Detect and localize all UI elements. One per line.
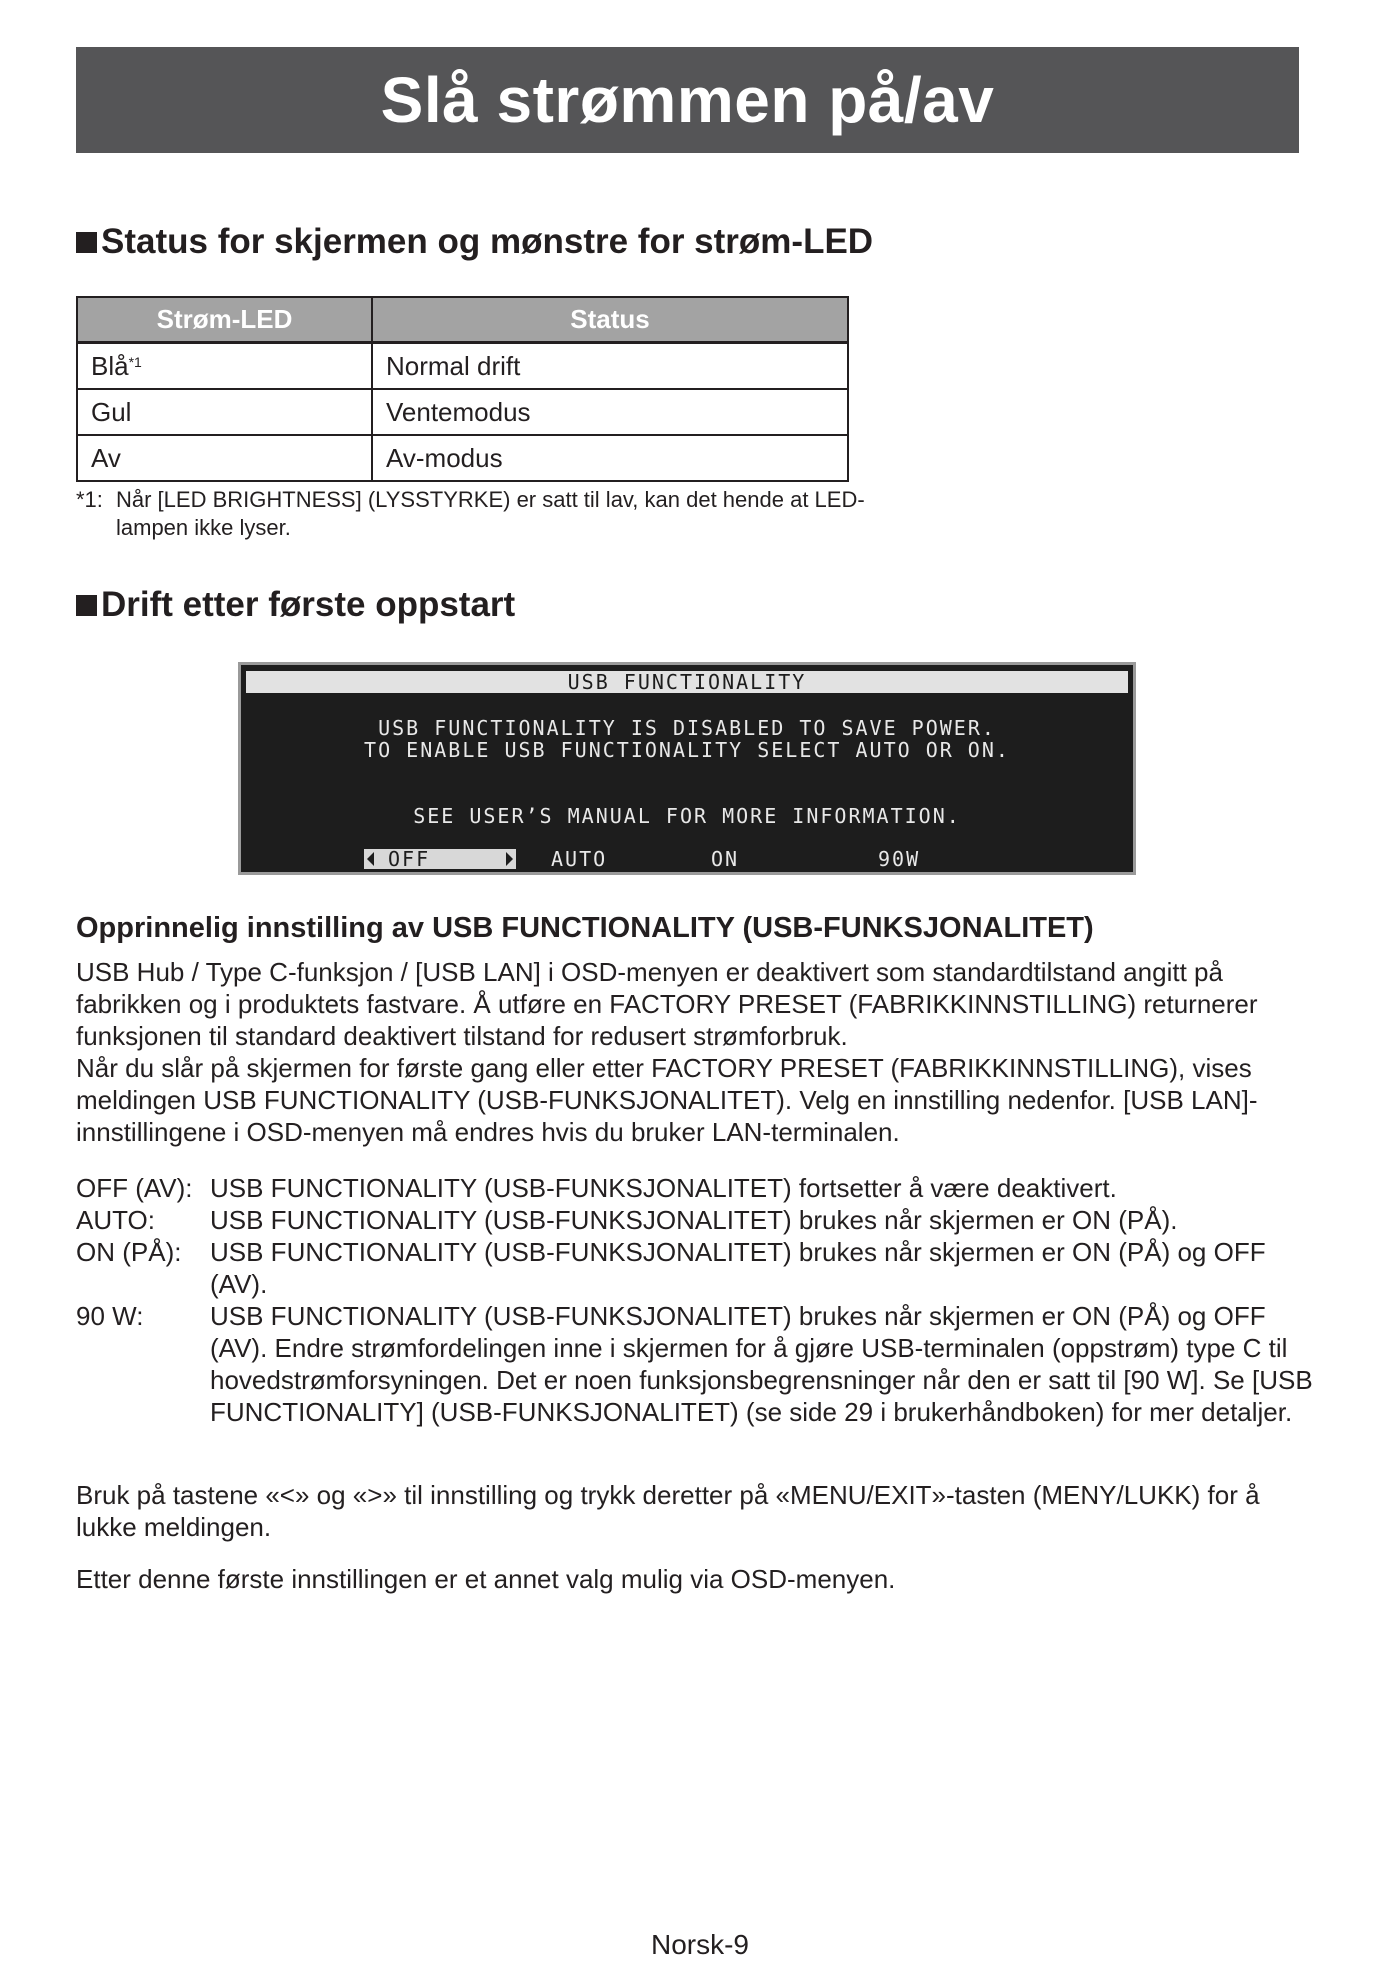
table-row [77, 389, 848, 435]
column-header-status: Status [372, 297, 848, 343]
table-header-row [77, 297, 848, 343]
led-status-table [76, 296, 849, 482]
section-heading-text: Drift etter første oppstart [101, 585, 516, 624]
definition-row [76, 1300, 1316, 1428]
led-cell: Blå$^{*1}$ [77, 343, 372, 390]
osd-message-line: USB FUNCTIONALITY IS DISABLED TO SAVE POWER. [378, 716, 996, 740]
page-title: Slå strømmen på/av [380, 64, 995, 136]
closing-paragraph: Etter denne første innstillingen er et annet valg mulig via OSD-menyen. [76, 1564, 896, 1594]
status-cell: Ventemodus [372, 389, 848, 435]
osd-message-line: TO ENABLE USB FUNCTIONALITY SELECT AUTO OR ON. [364, 738, 1010, 762]
option-definitions [76, 1172, 1316, 1428]
definition-desc: USB FUNCTIONALITY (USB-FUNKSJONALITET) brukes når skjermen er ON (PÅ) og OFF (AV). Endre strømfordelingen inne i skjermen for å gjøre USB-terminalen (oppstrøm) type C til hovedstrømforsyningen. Det er noen funksjonsbegrensninger når den er satt til [90 W]. Se [USB FUNCTIONALITY] (USB-FUNKSJONALITET) (se side 29 i brukerhåndboken) for mer detaljer. [210, 1301, 1313, 1427]
definition-term: AUTO: [76, 1205, 155, 1235]
subheading: Opprinnelig innstilling av USB FUNCTIONALITY (USB-FUNKSJONALITET) [76, 912, 1094, 944]
definition-row [76, 1236, 1316, 1300]
intro-paragraph: USB Hub / Type C-funksjon / [USB LAN] i OSD-menyen er deaktivert som standardtilstand angitt på fabrikken og i produktets fastvare. Å utføre en FACTORY PRESET (FABRIKKINNSTILLING) returnerer funksjonen til standard deaktivert tilstand for redusert strømforbruk. [76, 957, 1258, 1051]
led-cell: Gul [77, 389, 372, 435]
footnote-mark: *1: [76, 487, 103, 512]
definition-row [76, 1204, 1316, 1236]
definition-row [76, 1172, 1316, 1204]
footnote-marker: *1 [128, 353, 142, 370]
osd-option-on[interactable]: ON [711, 847, 740, 871]
intro-paragraph: Når du slår på skjermen for første gang eller etter FACTORY PRESET (FABRIKKINNSTILLING), vises meldingen USB FUNCTIONALITY (USB-FUNKSJONALITET). Velg en innstilling nedenfor. [USB LAN]-innstillingene i OSD-menyen må endres hvis du bruker LAN-terminalen. [76, 1053, 1258, 1147]
osd-usb-functionality-screen [238, 662, 1136, 875]
section-heading-led-status [76, 222, 873, 262]
definition-desc: USB FUNCTIONALITY (USB-FUNKSJONALITET) brukes når skjermen er ON (PÅ) og OFF (AV). [210, 1237, 1266, 1299]
osd-info-line: SEE USER’S MANUAL FOR MORE INFORMATION. [413, 804, 961, 828]
table-row [77, 435, 848, 481]
footnote-text: Når [LED BRIGHTNESS] (LYSSTYRKE) er satt til lav, kan det hende at LED-lampen ikke lyser. [116, 487, 865, 540]
arrow-left-icon [367, 852, 374, 866]
square-bullet-icon [76, 595, 97, 616]
osd-option-90w[interactable]: 90W [878, 847, 921, 871]
osd-option-label: OFF [388, 847, 431, 871]
definition-desc: USB FUNCTIONALITY (USB-FUNKSJONALITET) brukes når skjermen er ON (PÅ). [210, 1205, 1178, 1235]
section-heading-first-startup [76, 585, 515, 625]
table-footnote [76, 486, 866, 542]
column-header-led: Strøm-LED [77, 297, 372, 343]
osd-title: USB FUNCTIONALITY [246, 671, 1128, 693]
closing-paragraph: Bruk på tastene «<» og «>» til innstilling og trykk deretter på «MENU/EXIT»-tasten (MENY/LUKK) for å lukke meldingen. [76, 1480, 1260, 1542]
status-cell: Normal drift [372, 343, 848, 390]
square-bullet-icon [76, 232, 97, 253]
table-row [77, 343, 848, 390]
status-cell: Av-modus [372, 435, 848, 481]
title-banner [76, 47, 1299, 153]
definition-term: 90 W: [76, 1301, 144, 1331]
page-number: Norsk-9 [650, 1929, 749, 1960]
osd-option-off-selected[interactable] [364, 849, 516, 869]
definition-term: OFF (AV): [76, 1173, 193, 1203]
section-heading-text: Status for skjermen og mønstre for strøm-LED [101, 222, 874, 261]
definition-desc: USB FUNCTIONALITY (USB-FUNKSJONALITET) fortsetter å være deaktivert. [210, 1173, 1117, 1203]
definition-term: ON (PÅ): [76, 1237, 182, 1267]
led-cell: Av [77, 435, 372, 481]
osd-option-auto[interactable]: AUTO [551, 847, 608, 871]
arrow-right-icon [506, 852, 513, 866]
